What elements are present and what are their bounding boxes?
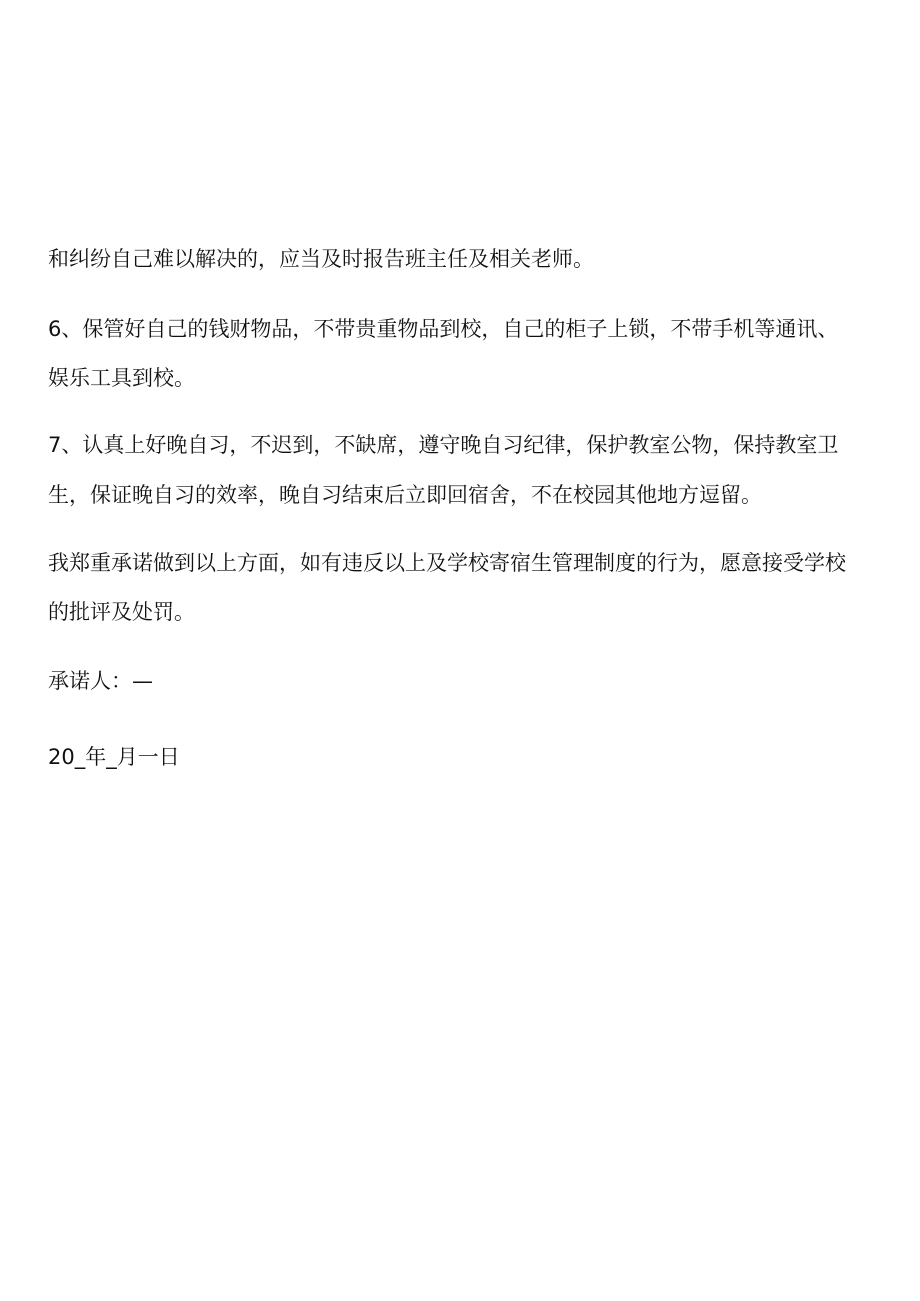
- signer-line: 承诺人：—: [48, 669, 153, 693]
- item-7-line-1: 7、认真上好晚自习，不迟到，不缺席，遵守晚自习纪律，保护教室公物，保持教室卫: [48, 433, 839, 457]
- item-7-line-2: 生，保证晚自习的效率，晚自习结束后立即回宿舍，不在校园其他地方逗留。: [48, 483, 762, 507]
- item-6-line-2: 娱乐工具到校。: [48, 366, 195, 390]
- pledge-line-1: 我郑重承诺做到以上方面，如有违反以上及学校寄宿生管理制度的行为，愿意接受学校: [48, 551, 846, 575]
- date-line: 20_年_月一日: [48, 745, 180, 769]
- item-6-line-1: 6、保管好自己的钱财物品，不带贵重物品到校，自己的柜子上锁，不带手机等通讯、: [48, 317, 839, 341]
- pledge-line-2: 的批评及处罚。: [48, 600, 195, 624]
- paragraph-5-continuation: 和纠纷自己难以解决的，应当及时报告班主任及相关老师。: [48, 247, 594, 271]
